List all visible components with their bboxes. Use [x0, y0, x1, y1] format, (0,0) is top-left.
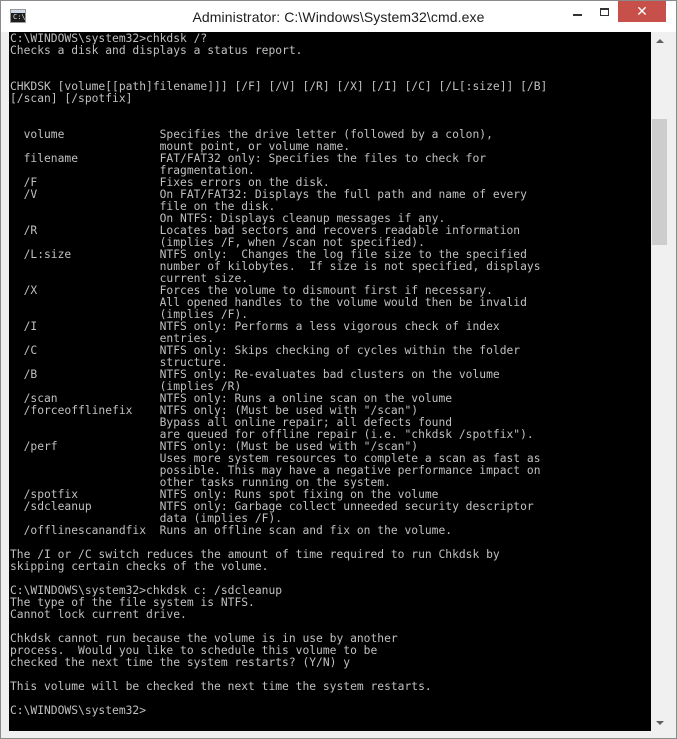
- console-line: C:\WINDOWS\system32>: [10, 704, 147, 717]
- title-bar[interactable]: [1, 1, 676, 32]
- minimize-icon: [573, 14, 582, 16]
- console-text: [9, 32, 651, 717]
- console-line: /forceofflinefix NTFS only: (Must be used with "/scan"): [10, 404, 419, 417]
- console-line: /L:size NTFS only: Changes the log file size to the specified: [10, 248, 527, 261]
- console-output[interactable]: [9, 32, 651, 731]
- minimize-button[interactable]: [564, 1, 591, 22]
- console-line: Chkdsk cannot run because the volume is in use by another: [10, 632, 398, 645]
- console-line: (implies /F, when /scan not specified).: [10, 236, 425, 249]
- console-line: structure.: [10, 356, 228, 369]
- console-line: /C NTFS only: Skips checking of cycles within the folder: [10, 344, 521, 357]
- arrow-up-icon: [656, 39, 664, 43]
- console-line: On NTFS: Displays cleanup messages if any.: [10, 212, 446, 225]
- scroll-down-button[interactable]: [651, 714, 668, 731]
- scroll-thumb[interactable]: [652, 119, 667, 245]
- console-line: /offlinescanandfix Runs an offline scan and fix on the volume.: [10, 524, 453, 537]
- console-line: current size.: [10, 272, 249, 285]
- console-line: /I NTFS only: Performs a less vigorous check of index: [10, 320, 500, 333]
- close-button[interactable]: [618, 1, 666, 22]
- console-line: possible. This may have a negative performance impact on: [10, 464, 541, 477]
- console-line: Checks a disk and displays a status report.: [10, 44, 303, 57]
- vertical-scrollbar[interactable]: [651, 32, 668, 731]
- console-line: This volume will be checked the next time the system restarts.: [10, 680, 432, 693]
- console-line: [/scan] [/spotfix]: [10, 92, 133, 105]
- console-line: /perf NTFS only: (Must be used with "/scan"): [10, 440, 419, 453]
- console-line: data (implies /F).: [10, 512, 283, 525]
- console-line: process. Would you like to schedule this volume to be: [10, 644, 378, 657]
- console-line: volume Specifies the drive letter (followed by a colon),: [10, 128, 493, 141]
- console-line: (implies /R): [10, 380, 242, 393]
- icon-label: C:\: [13, 13, 26, 21]
- console-line: /X Forces the volume to dismount first if necessary.: [10, 284, 493, 297]
- window-title: Administrator: C:\Windows\System32\cmd.exe: [192, 9, 485, 25]
- console-line: /R Locates bad sectors and recovers readable information: [10, 224, 521, 237]
- console-line: filename FAT/FAT32 only: Specifies the files to check for: [10, 152, 487, 165]
- console-line: Cannot lock current drive.: [10, 608, 187, 621]
- console-line: are queued for offline repair (i.e. "chkdsk /spotfix").: [10, 428, 534, 441]
- console-line: /sdcleanup NTFS only: Garbage collect unneeded security descriptor: [10, 500, 534, 513]
- console-line: entries.: [10, 332, 215, 345]
- console-line: checked the next time the system restarts? (Y/N) y: [10, 656, 351, 669]
- console-line: C:\WINDOWS\system32>chkdsk c: /sdcleanup: [10, 584, 283, 597]
- console-line: /B NTFS only: Re-evaluates bad clusters on the volume: [10, 368, 500, 381]
- console-line: /V On FAT/FAT32: Displays the full path and name of every: [10, 188, 527, 201]
- console-line: CHKDSK [volume[[path]filename]]] [/F] [/V] [/R] [/X] [/I] [/C] [/L[:size]] [/B]: [10, 80, 548, 93]
- maximize-icon: [600, 8, 609, 16]
- window-bottom-border: [1, 731, 676, 738]
- scroll-up-button[interactable]: [651, 32, 668, 49]
- maximize-button[interactable]: [591, 1, 618, 22]
- console-line: The type of the file system is NTFS.: [10, 596, 255, 609]
- console-line: other tasks running on the system.: [10, 476, 391, 489]
- console-line: (implies /F).: [10, 308, 249, 321]
- console-line: Bypass all online repair; all defects found: [10, 416, 453, 429]
- console-line: /spotfix NTFS only: Runs spot fixing on the volume: [10, 488, 439, 501]
- console-line: All opened handles to the volume would then be invalid: [10, 296, 527, 309]
- console-line: skipping certain checks of the volume.: [10, 560, 269, 573]
- console-line: Uses more system resources to complete a scan as fast as: [10, 452, 541, 465]
- console-line: fragmentation.: [10, 164, 255, 177]
- console-line: C:\WINDOWS\system32>chkdsk /?: [10, 32, 208, 45]
- console-line: number of kilobytes. If size is not specified, displays: [10, 260, 541, 273]
- close-icon: ✕: [636, 3, 648, 20]
- console-line: mount point, or volume name.: [10, 140, 351, 153]
- console-line: /scan NTFS only: Runs a online scan on the volume: [10, 392, 453, 405]
- console-line: The /I or /C switch reduces the amount of time required to run Chkdsk by: [10, 548, 500, 561]
- console-line: /F Fixes errors on the disk.: [10, 176, 330, 189]
- arrow-down-icon: [656, 721, 664, 725]
- console-line: file on the disk.: [10, 200, 276, 213]
